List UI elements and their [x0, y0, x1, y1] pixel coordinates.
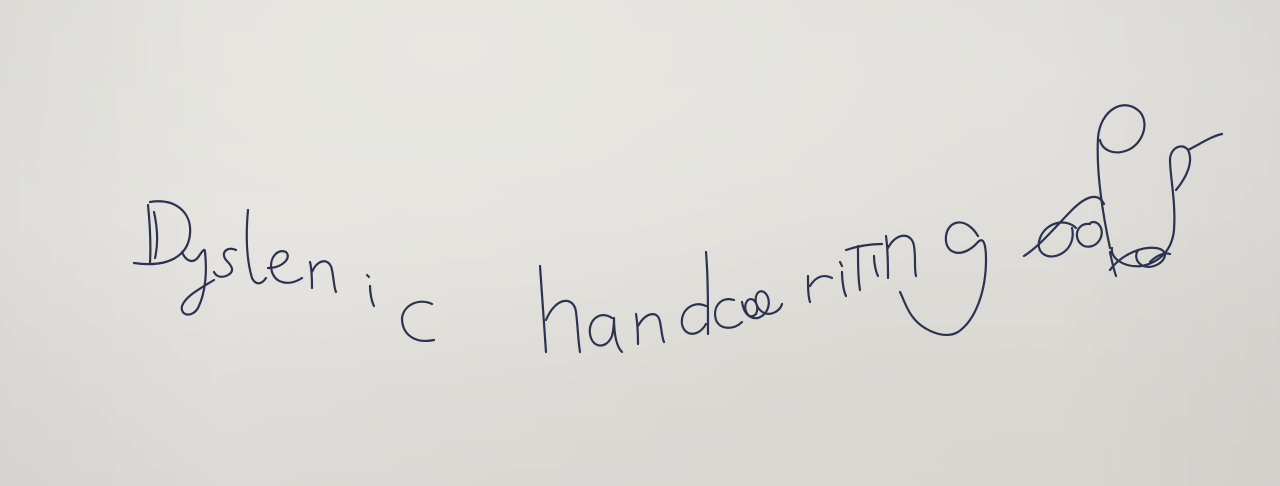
handwritten-word-2: [540, 222, 986, 352]
handwritten-word-1: [134, 201, 434, 341]
handwritten-word-3: [1024, 105, 1222, 276]
